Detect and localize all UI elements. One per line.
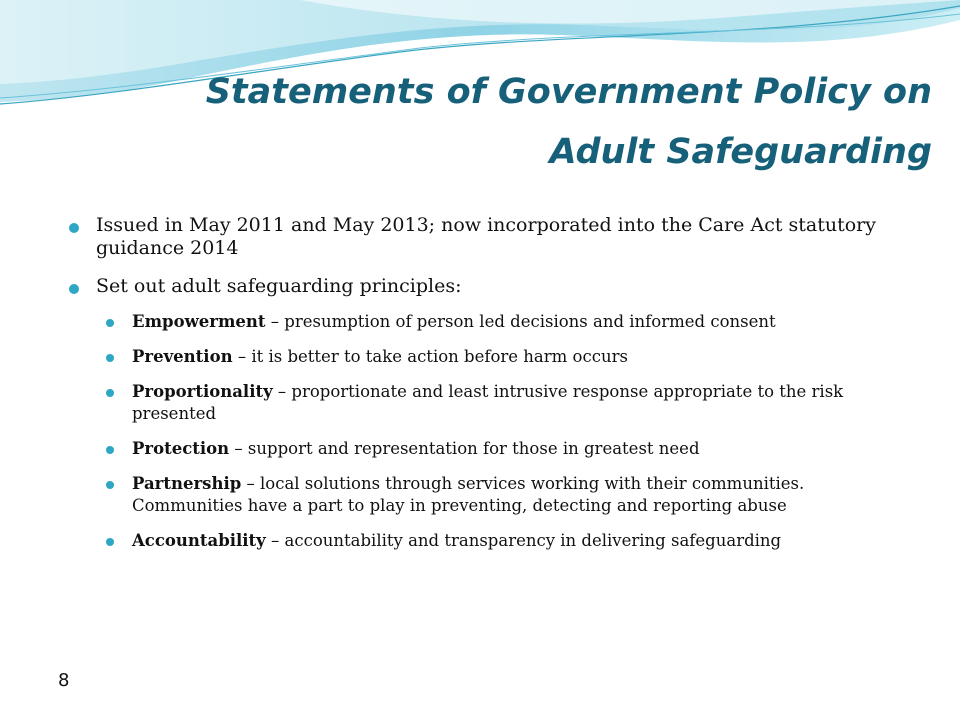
slide-title (72, 62, 932, 182)
principle-item (102, 530, 872, 552)
principle-item (102, 381, 872, 425)
principle-desc: – local solutions through services working with their communities. Communities have a part to play in preventing, detecting and reporting abuse (132, 474, 805, 515)
bullet-dot-icon (106, 481, 114, 489)
bullet-dot-icon (106, 354, 114, 362)
bullet-dot-icon (106, 389, 114, 397)
principle-desc: – proportionate and least intrusive response appropriate to the risk presented (132, 382, 844, 423)
principle-term: Accountability (132, 531, 266, 550)
page-number: 8 (58, 670, 70, 691)
bullet-dot-icon (106, 446, 114, 454)
principle-item (102, 473, 872, 517)
principle-desc: – support and representation for those in greatest need (229, 439, 700, 458)
bullet-item (66, 214, 926, 260)
principle-term: Prevention (132, 347, 233, 366)
principle-term: Proportionality (132, 382, 273, 401)
bullet-dot-icon (106, 538, 114, 546)
principle-term: Protection (132, 439, 230, 458)
bullet-item (66, 275, 926, 298)
title-line-2: Adult Safeguarding (549, 132, 932, 172)
principle-item (102, 438, 872, 460)
principle-item (102, 311, 872, 333)
bullet-dot-icon (106, 319, 114, 327)
principle-item (102, 346, 872, 368)
bullet-dot-icon (69, 223, 79, 233)
principle-desc: – presumption of person led decisions and informed consent (265, 312, 776, 331)
bullet-text: Set out adult safeguarding principles: (96, 275, 462, 297)
principle-term: Empowerment (132, 312, 266, 331)
bullet-text: Issued in May 2011 and May 2013; now incorporated into the Care Act statutory guidance 2014 (96, 214, 876, 259)
principle-term: Partnership (132, 474, 242, 493)
principle-desc: – accountability and transparency in delivering safeguarding (265, 531, 782, 550)
principles-list (102, 311, 926, 552)
title-line-1: Statements of Government Policy on (205, 72, 932, 112)
principle-desc: – it is better to take action before harm occurs (232, 347, 628, 366)
bullet-dot-icon (69, 284, 79, 294)
bullet-list (66, 214, 926, 565)
